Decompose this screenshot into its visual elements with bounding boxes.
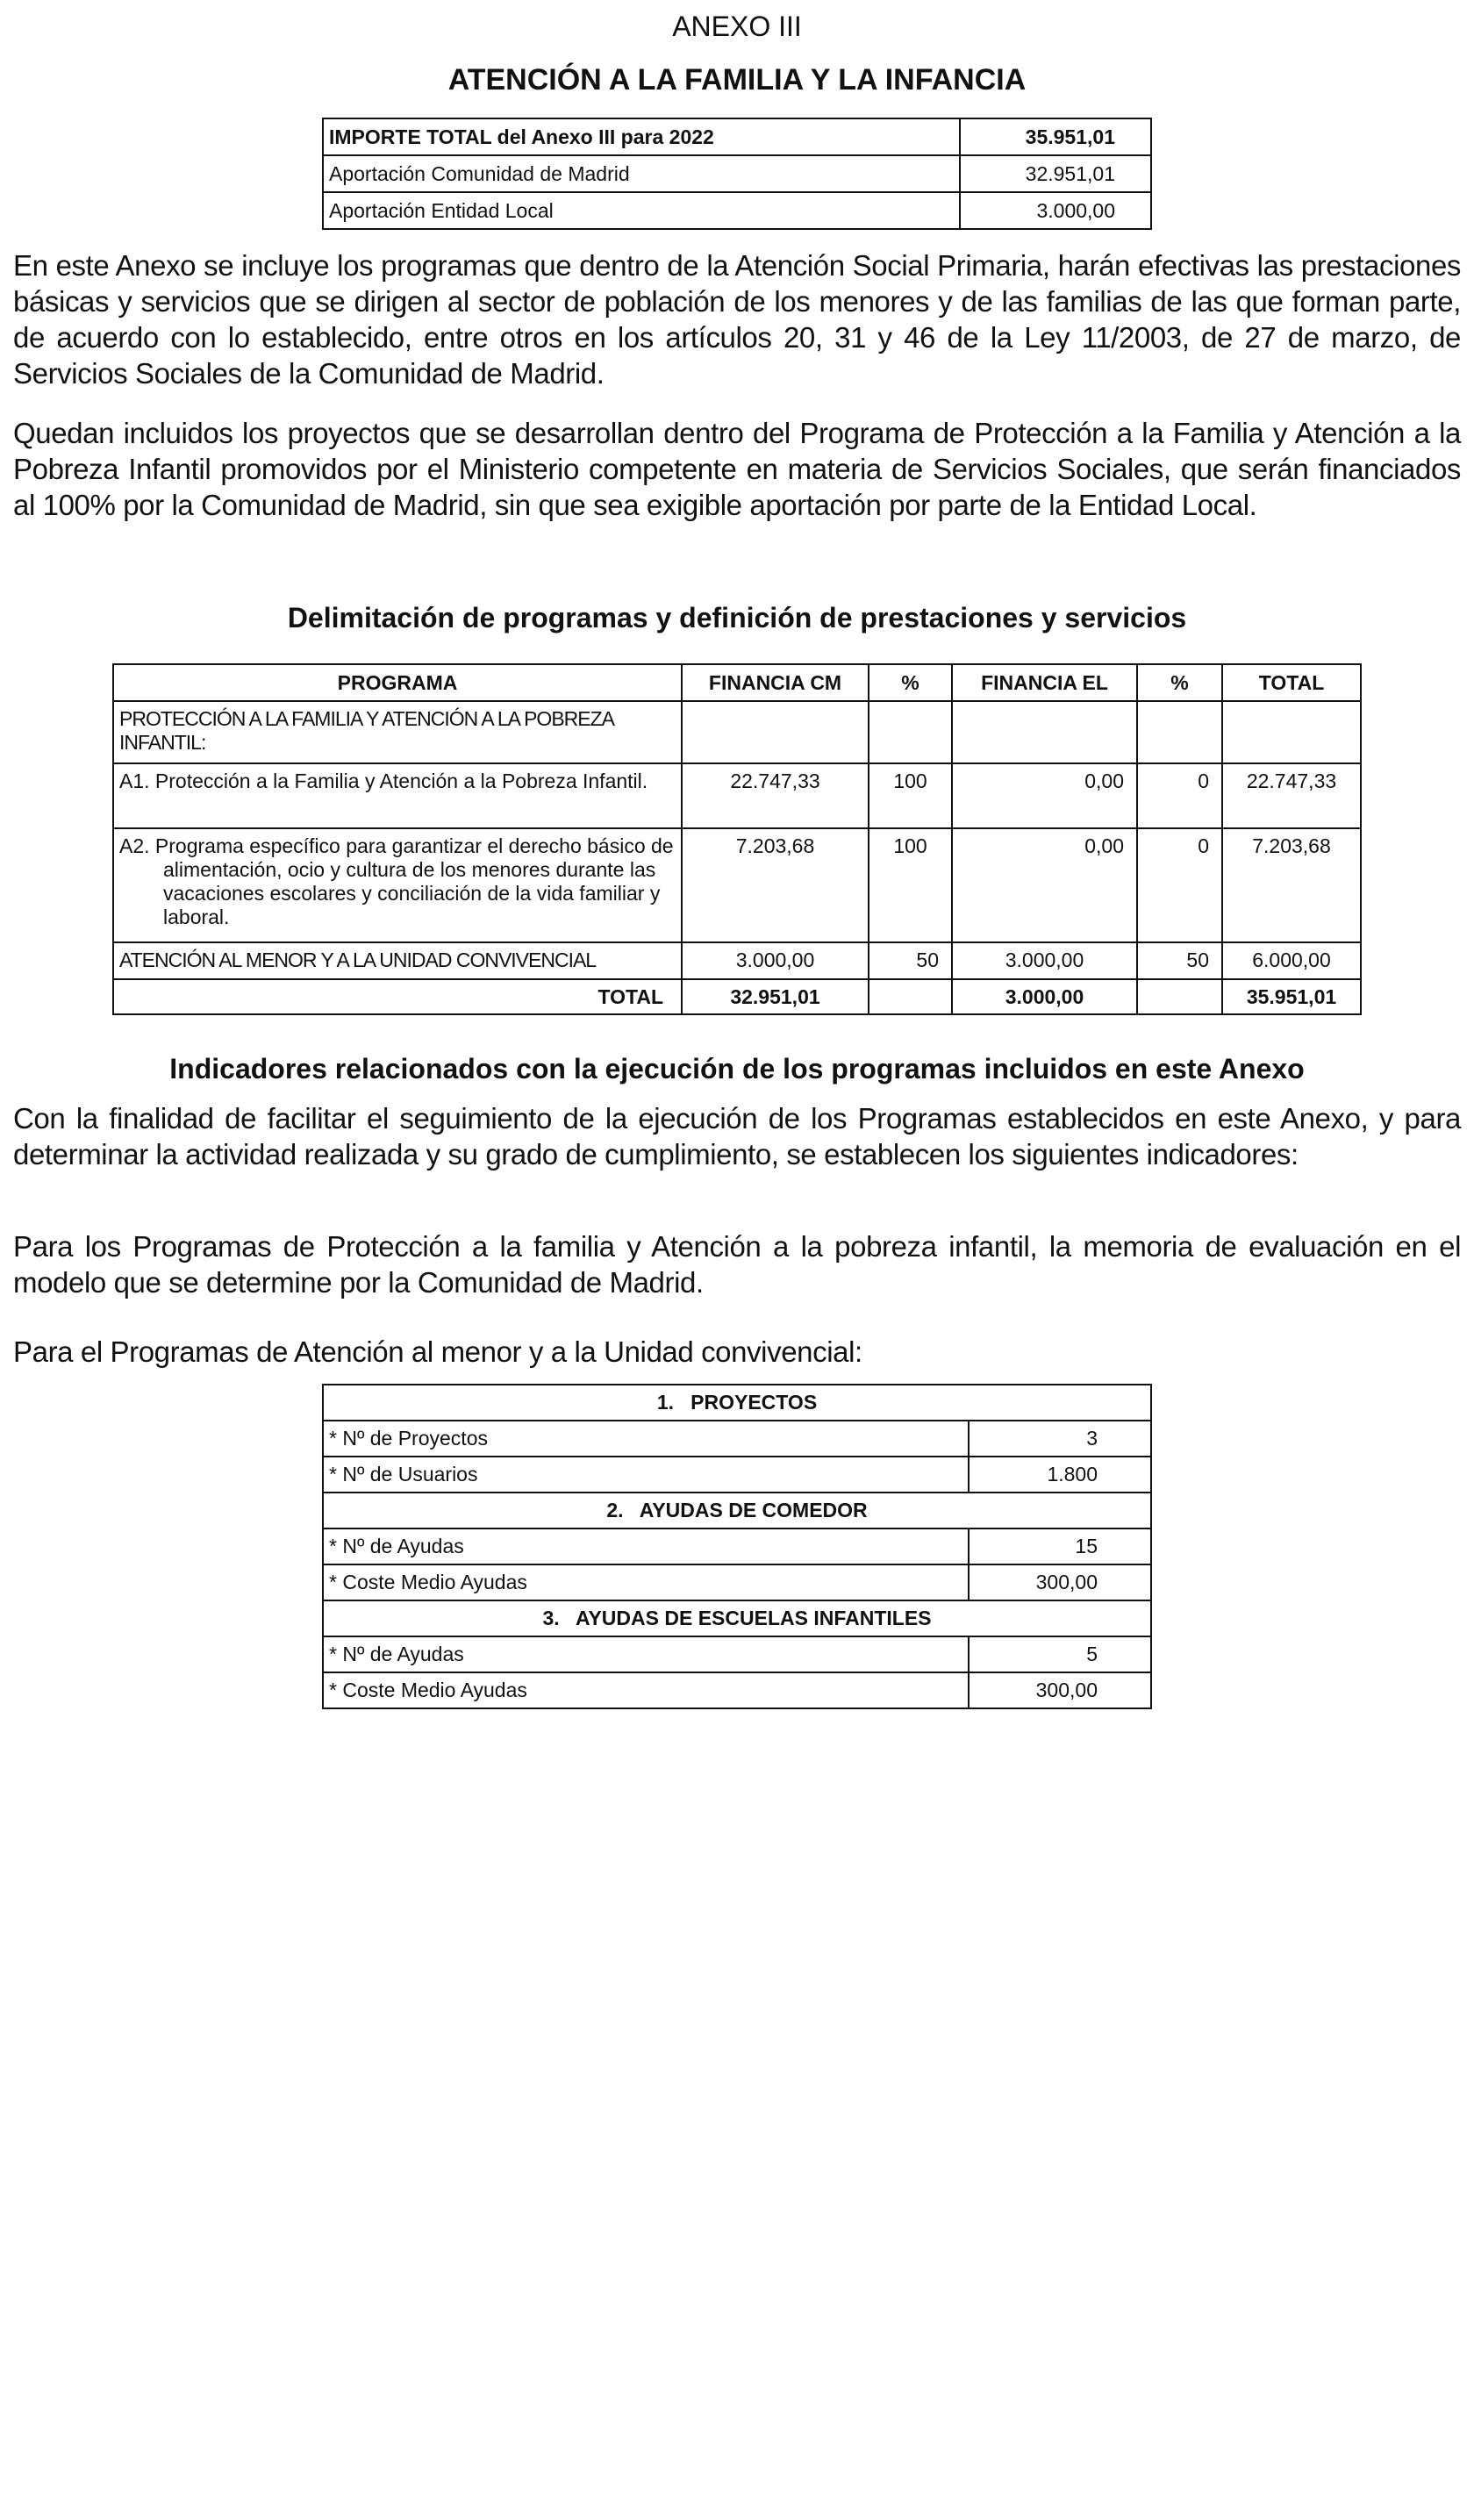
percent-cm-cell: 50 [869,942,952,979]
summary-value: 3.000,00 [960,192,1151,229]
total-cm: 32.951,01 [682,979,869,1014]
indicator-label: * Nº de Ayudas [323,1528,969,1564]
total-cell: 6.000,00 [1222,942,1361,979]
percent-cm-cell: 100 [869,763,952,828]
indicator-value: 15 [969,1528,1151,1564]
indicator-value: 300,00 [969,1564,1151,1600]
indicator-value: 3 [969,1421,1151,1457]
summary-row [323,192,1151,229]
summary-label: Aportación Entidad Local [323,192,960,229]
programa-cell: PROTECCIÓN A LA FAMILIA Y ATENCIÓN A LA POBREZA INFANTIL: [113,701,682,763]
section-title: 3. AYUDAS DE ESCUELAS INFANTILES [323,1600,1151,1636]
section-row [323,1600,1151,1636]
financia-el-cell: 0,00 [952,763,1137,828]
paragraph-atencion-menor: Para el Programas de Atención al menor y a la Unidad convivencial: [13,1335,862,1368]
programa-cell: ATENCIÓN AL MENOR Y A LA UNIDAD CONVIVENCIAL [113,942,682,979]
indicator-label: * Nº de Ayudas [323,1636,969,1672]
indicators-table [322,1384,1152,1709]
programs-table [112,663,1362,1015]
col-header: % [1137,664,1222,701]
table-row [113,828,1361,942]
indicator-value: 5 [969,1636,1151,1672]
programa-cell: A2. Programa específico para garantizar el derecho básico de alimentación, ocio y cultura de los menores durante las vacaciones escolares y conciliación de la vida familiar y laboral. [113,828,682,942]
section-title: 2. AYUDAS DE COMEDOR [323,1493,1151,1528]
financia-cm-cell: 22.747,33 [682,763,869,828]
financia-cm-cell: 3.000,00 [682,942,869,979]
programs-header-row [113,664,1361,701]
total-label: TOTAL [113,979,682,1014]
financia-cm-cell: 7.203,68 [682,828,869,942]
indicator-row [323,1421,1151,1457]
paragraph-proteccion-evaluation: Para los Programas de Protección a la familia y Atención a la pobreza infantil, la memoria de evaluación en el modelo que se determine por la Comunidad de Madrid. [13,1230,1461,1299]
col-header: FINANCIA EL [952,664,1137,701]
summary-value: 35.951,01 [960,118,1151,155]
indicator-label: * Coste Medio Ayudas [323,1564,969,1600]
table-row [113,942,1361,979]
total-cell: 22.747,33 [1222,763,1361,828]
col-header: % [869,664,952,701]
indicator-value: 300,00 [969,1672,1151,1708]
indicator-label: * Nº de Proyectos [323,1421,969,1457]
indicator-row [323,1457,1151,1493]
financia-el-cell: 3.000,00 [952,942,1137,979]
summary-value: 32.951,01 [960,155,1151,192]
percent-el-cell: 0 [1137,828,1222,942]
percent-el-cell: 0 [1137,763,1222,828]
paragraph-indicators-intro: Con la finalidad de facilitar el seguimiento de la ejecución de los Programas establecidos en este Anexo, y para determinar la actividad realizada y su grado de cumplimiento, se establecen los siguientes indicadores: [13,1102,1461,1171]
total-row [113,979,1361,1014]
paragraph-intro: En este Anexo se incluye los programas que dentro de la Atención Social Primaria, harán efectivas las prestaciones básicas y servicios que se dirigen al sector de población de los menores y de las familias de las que forman parte, de acuerdo con lo establecido, entre otros en los artículos 20, 31 y 46 de la Ley 11/2003, de 27 de marzo, de Servicios Sociales de la Comunidad de Madrid. [13,249,1461,390]
table-row [113,763,1361,828]
heading-delimitacion: Delimitación de programas y definición de prestaciones y servicios [287,602,1187,634]
summary-label: Aportación Comunidad de Madrid [323,155,960,192]
summary-label: IMPORTE TOTAL del Anexo III para 2022 [323,118,960,155]
indicator-row [323,1564,1151,1600]
indicator-row [323,1528,1151,1564]
section-title: 1. PROYECTOS [323,1385,1151,1421]
table-row [113,701,1361,763]
indicator-label: * Coste Medio Ayudas [323,1672,969,1708]
indicator-label: * Nº de Usuarios [323,1457,969,1493]
summary-table [322,118,1152,230]
section-row [323,1385,1151,1421]
col-header: FINANCIA CM [682,664,869,701]
indicator-value: 1.800 [969,1457,1151,1493]
financia-el-cell: 0,00 [952,828,1137,942]
summary-row [323,155,1151,192]
total-el: 3.000,00 [952,979,1137,1014]
section-row [323,1493,1151,1528]
total-total: 35.951,01 [1222,979,1361,1014]
col-header: TOTAL [1222,664,1361,701]
total-cell: 7.203,68 [1222,828,1361,942]
indicator-row [323,1672,1151,1708]
col-header: PROGRAMA [113,664,682,701]
summary-row-total [323,118,1151,155]
percent-cm-cell: 100 [869,828,952,942]
paragraph-projects: Quedan incluidos los proyectos que se desarrollan dentro del Programa de Protección a la Familia y Atención a la Pobreza Infantil promovidos por el Ministerio competente en materia de Servicios Sociales, que serán financiados al 100% por la Comunidad de Madrid, sin que sea exigible aportación por parte de la Entidad Local. [13,417,1461,521]
heading-indicadores: Indicadores relacionados con la ejecución de los programas incluidos en este Anexo [169,1053,1305,1085]
annex-title: ATENCIÓN A LA FAMILIA Y LA INFANCIA [447,63,1027,97]
indicator-row [323,1636,1151,1672]
programa-cell: A1. Protección a la Familia y Atención a la Pobreza Infantil. [113,763,682,828]
percent-el-cell: 50 [1137,942,1222,979]
annex-number: ANEXO III [672,11,802,42]
